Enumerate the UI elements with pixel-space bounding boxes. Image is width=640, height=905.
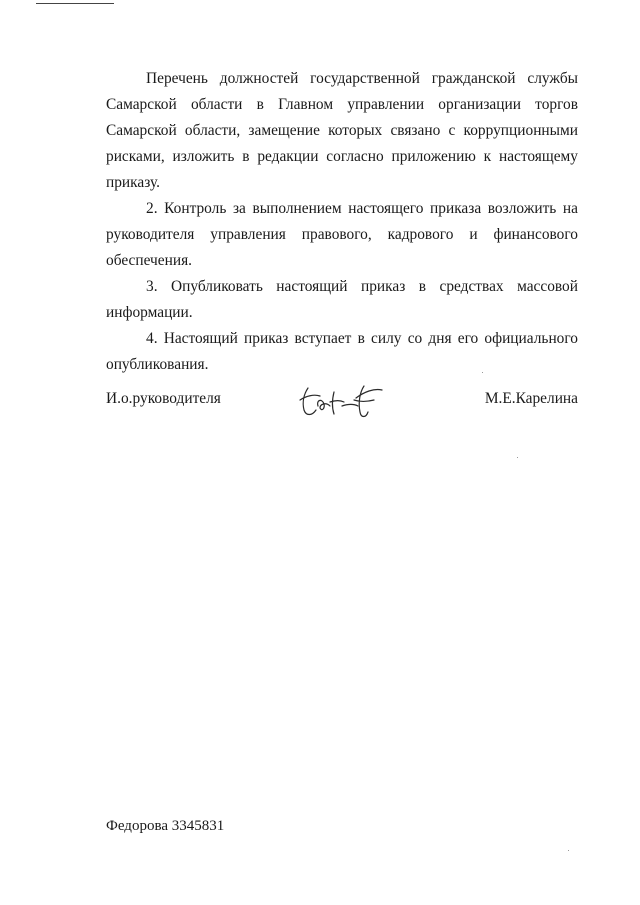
- signatory-title: И.о.руководителя: [106, 390, 221, 407]
- handwritten-signature: [294, 380, 386, 420]
- header-rule: [36, 3, 114, 4]
- paragraph-3: 3. Опубликовать настоящий приказ в средствах массовой информации.: [106, 278, 578, 321]
- signatory-name: М.Е.Карелина: [484, 390, 578, 407]
- paragraph-1: Перечень должностей государственной гражданской службы Самарской области в Главном управлении организации торгов Самарской области, замещение которых связано с коррупционными рисками, изложить в редакции согласно приложению к настоящему приказу.: [106, 70, 578, 191]
- executor-line: Федорова 3345831: [106, 818, 225, 834]
- scan-speck: [517, 457, 518, 458]
- paragraph-4: 4. Настоящий приказ вступает в силу со дня его официального опубликования.: [106, 330, 578, 373]
- scan-speck: [568, 850, 569, 851]
- paragraph-2: 2. Контроль за выполнением настоящего приказа возложить на руководителя управления правового, кадрового и финансового обеспечения.: [106, 200, 578, 269]
- document-body: [106, 66, 578, 378]
- signature-block: [106, 380, 578, 420]
- scan-speck: [482, 372, 483, 373]
